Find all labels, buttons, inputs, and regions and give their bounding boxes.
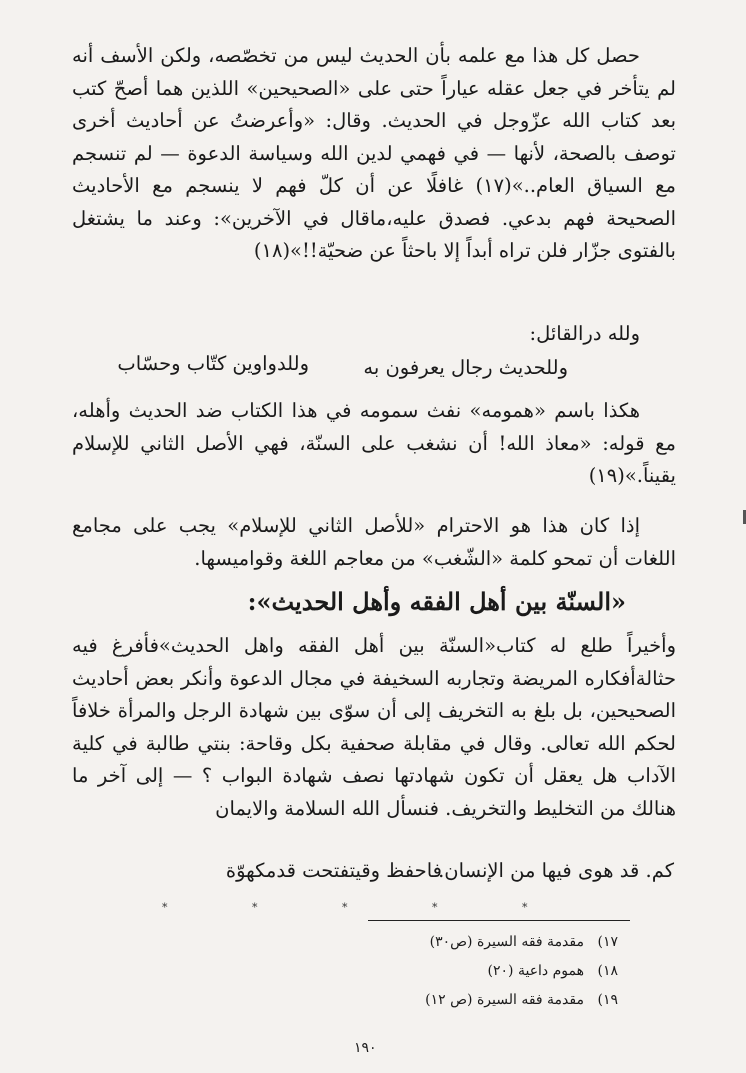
footnote-text: مقدمة فقه السيرة (ص ١٢) — [425, 992, 584, 1008]
separator-star: * — [162, 901, 168, 914]
paragraph-1-text: حصل كل هذا مع علمه بأن الحديث ليس من تخصّصه، ولكن الأسف أنه لم يتأخر في جعل عقله عياراً حتى على «الصحيحين» اللذين هما أصحّ كتب بعد كتاب الله عزّوجل في الحديث. وقال: «وأعرضتُ عن أحاديث أخرى توصف بالصحة، لأنها — في فهمي لدين الله وسياسة الدعوة — لم تنسجم مع السياق العام..»(١٧) غافلًا عن أن كلّ فهم لا ينسجم مع الأحاديث الصحيحة فهم بدعي. فصدق عليه،ماقال في الآخرين»: وعند ما يشتغل بالفتوى جزّار فلن تراه أبداً إلا باحثاً عن ضحيّة!!»(١٨) — [72, 44, 676, 262]
footnote-number: ١٧) — [597, 934, 618, 950]
paragraph-3 — [72, 510, 676, 575]
footnotes — [358, 928, 618, 1015]
page-number: ١٩٠ — [354, 1040, 377, 1056]
paragraph-3-text: إذا كان هذا هو الاحترام «للأصل الثاني للإسلام» يجب على مجامع اللغات أن تمحو كلمة «الشّغب» من معاجم اللغة وقواميسها. — [72, 514, 676, 570]
paragraph-2 — [72, 395, 676, 493]
paragraph-4-text: وأخيراً طلع له كتاب«السنّة بين أهل الفقه واهل الحديث»فأفرغ فيه حثالةأفكاره المريضة وتجاربه السخيفة في مجال الدعوة وأنكر بعض أحاديث الصحيحين، بل بلغ به التخريف إلى أن سوّى بين شهادة الرجل والمرأة خلافاً لحكم الله تعالى. وقال في مقابلة صحفية بكل وقاحة: بنتي طالبة في كلية الآداب هل يعقل أن تكون شهادتها نصف شهادة البواب ؟ — إلى آخر ما هنالك من التخليط والتخريف. فنسأل الله السلامة والايمان — [72, 634, 676, 820]
poem-2-left-hemistich: كم. قد هوى فيها من الإنسان. — [438, 859, 674, 882]
separator-star: * — [522, 901, 528, 914]
poem-1-right-hemistich: وللحديث رجال يعرفون به — [363, 356, 568, 379]
footnote-text: هموم داعية (٢٠) — [487, 963, 584, 979]
footnote-text: مقدمة فقه السيرة (ص٣٠) — [429, 934, 584, 950]
paragraph-1 — [72, 40, 676, 268]
separator-star: * — [432, 901, 438, 914]
footnote-number: ١٨) — [597, 963, 618, 979]
separator-star: * — [252, 901, 258, 914]
separator-star: * — [342, 901, 348, 914]
poem-intro-line: ولله درالقائل: — [529, 322, 640, 345]
footnote-18 — [358, 957, 618, 986]
footnote-17 — [358, 928, 618, 957]
paragraph-4 — [72, 630, 676, 825]
footnote-number: ١٩) — [597, 992, 618, 1008]
separator-stars — [150, 902, 610, 918]
poem-1-left-hemistich: وللدواوين كتّاب وحسّاب — [117, 352, 309, 375]
footnote-19 — [358, 986, 618, 1015]
poem-2-right-hemistich: فاحفظ وقيتفتحت قدمكهوّة — [225, 859, 442, 882]
paragraph-2-text: هكذا باسم «همومه» نفث سمومه في هذا الكتاب ضد الحديث وأهله، مع قوله: «معاذ الله! أن نشغب على السنّة، فهي الأصل الثاني للإسلام يقيناً.»(١٩) — [72, 399, 676, 487]
section-heading: «السنّة بين أهل الفقه وأهل الحديث»: — [247, 587, 626, 616]
footnote-divider — [368, 920, 630, 921]
